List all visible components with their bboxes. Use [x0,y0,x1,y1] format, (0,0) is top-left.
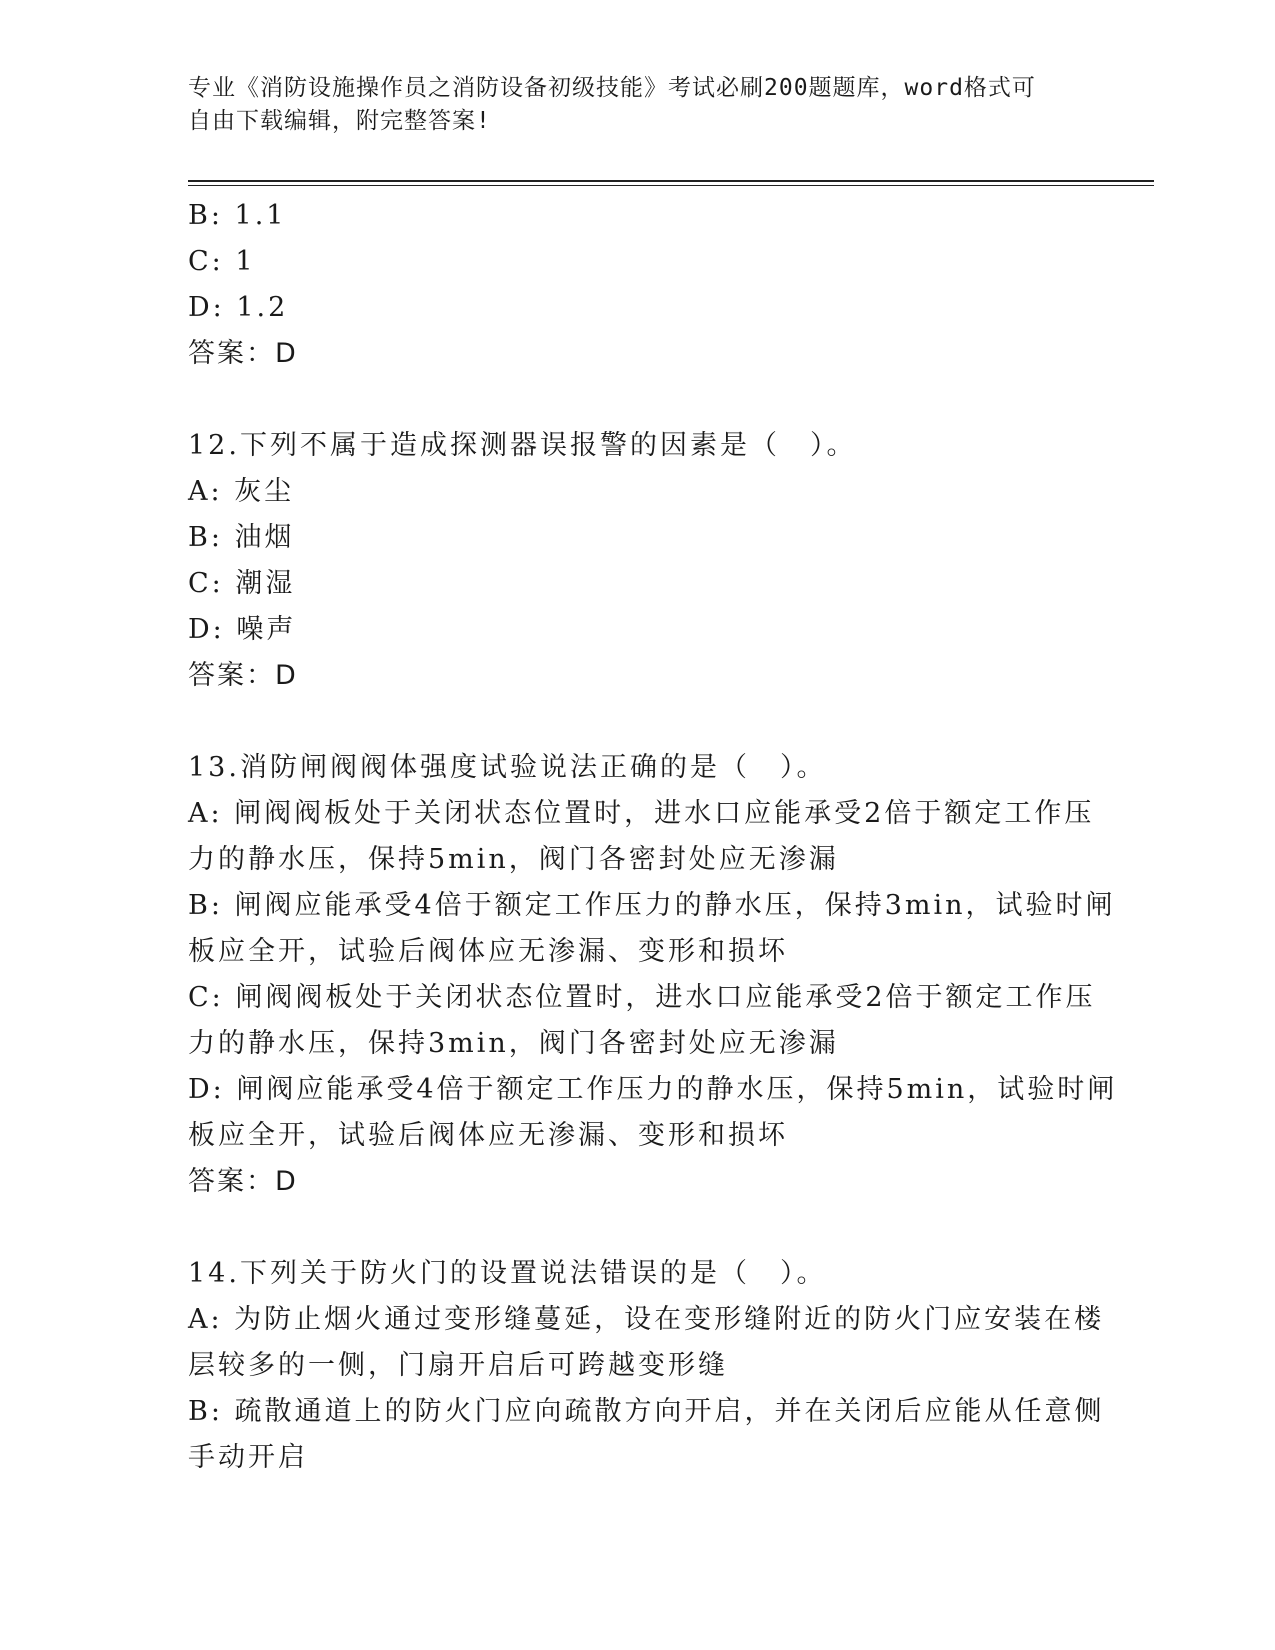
option-a-line-1: A: 为防止烟火通过变形缝蔓延，设在变形缝附近的防火门应安装在楼 [188,1304,1105,1335]
option-d: D: 噪声 [188,614,297,645]
option-c-line-1: C: 闸阀阀板处于关闭状态位置时，进水口应能承受2倍于额定工作压 [188,982,1096,1013]
answer-line: 答案：D [188,660,298,691]
question-stem: 14.下列关于防火门的设置说法错误的是（ ）。 [188,1258,827,1289]
header-line-1: 专业《消防设施操作员之消防设备初级技能》考试必刷200题题库，word格式可 [188,75,1036,101]
question-13 [188,745,1118,1205]
option-c: C: 1 [188,246,256,277]
question-stem: 13.消防闸阀阀体强度试验说法正确的是（ ）。 [188,752,827,783]
question-12 [188,423,1088,699]
spacer [188,1205,1088,1251]
option-a-line-1: A: 闸阀阀板处于关闭状态位置时，进水口应能承受2倍于额定工作压 [188,798,1095,829]
option-b-line-2: 板应全开，试验后阀体应无渗漏、变形和损坏 [188,936,788,967]
option-a: A: 灰尘 [188,476,295,507]
option-d-line-2: 板应全开，试验后阀体应无渗漏、变形和损坏 [188,1120,788,1151]
option-a-line-2: 力的静水压，保持5min，阀门各密封处应无渗漏 [188,844,839,875]
option-c: C: 潮湿 [188,568,296,599]
option-a-line-2: 层较多的一侧，门扇开启后可跨越变形缝 [188,1350,728,1381]
question-content [188,193,1118,1481]
spacer [188,377,1088,423]
question-stem: 12.下列不属于造成探测器误报警的因素是（ ）。 [188,430,857,461]
spacer [188,699,1088,745]
option-d-line-1: D: 闸阀应能承受4倍于额定工作压力的静水压，保持5min，试验时闸 [188,1074,1118,1105]
document-header [188,72,1088,138]
option-b-line-1: B: 疏散通道上的防火门应向疏散方向开启，并在关闭后应能从任意侧 [188,1396,1105,1427]
option-d: D: 1.2 [188,292,289,323]
question-14 [188,1251,1105,1481]
option-b: B: 油烟 [188,522,295,553]
answer-line: 答案：D [188,1166,298,1197]
option-b: B: 1.1 [188,200,287,231]
option-b-line-2: 手动开启 [188,1442,308,1473]
header-line-2: 自由下载编辑，附完整答案! [188,108,491,134]
question-11-continued [188,193,1088,377]
header-divider-thick [188,180,1154,182]
option-c-line-2: 力的静水压，保持3min，阀门各密封处应无渗漏 [188,1028,839,1059]
option-b-line-1: B: 闸阀应能承受4倍于额定工作压力的静水压，保持3min，试验时闸 [188,890,1116,921]
header-divider-thin [188,185,1154,186]
answer-line: 答案：D [188,338,298,369]
